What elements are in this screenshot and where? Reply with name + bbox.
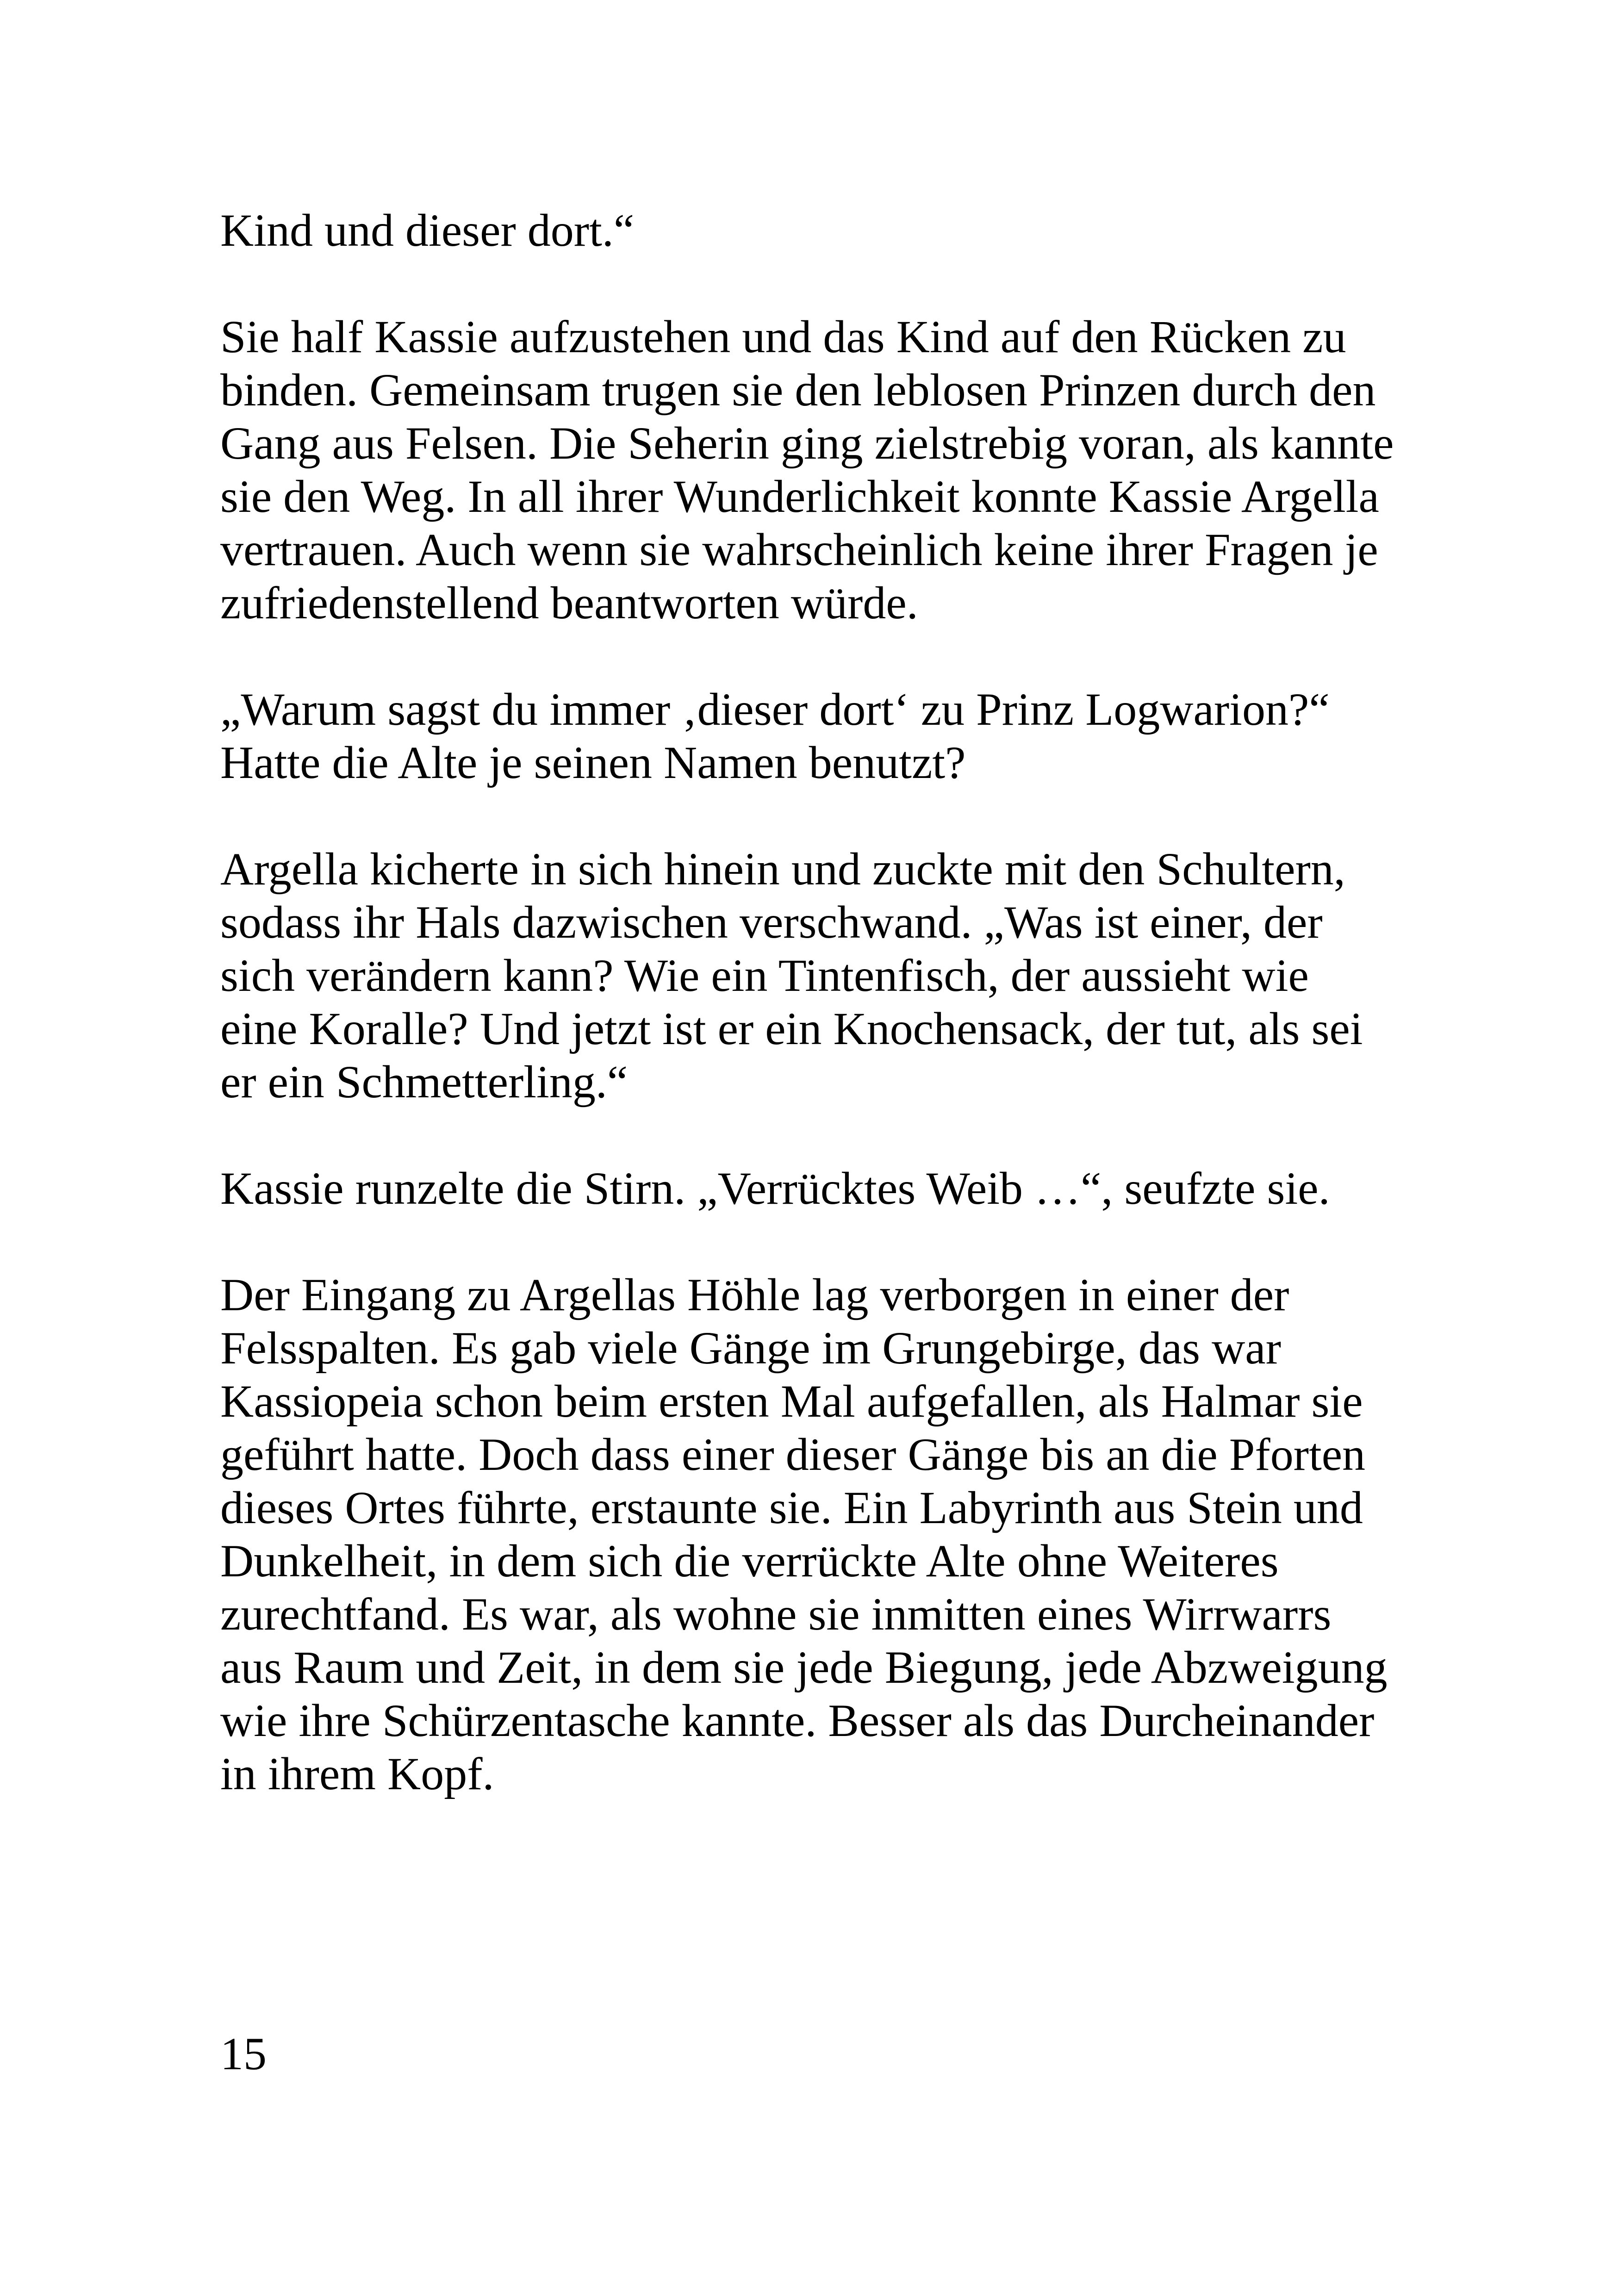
text-line: er ein Schmetterling.“ bbox=[220, 1056, 628, 1108]
text-line: in ihrem Kopf. bbox=[220, 1748, 494, 1799]
paragraph bbox=[220, 204, 1470, 257]
paragraph bbox=[220, 683, 1470, 789]
paragraph bbox=[220, 310, 1470, 629]
text-line: Kassie runzelte die Stirn. „Verrücktes Weib …“, seufzte sie. bbox=[220, 1163, 1330, 1214]
text-line: sich verändern kann? Wie ein Tintenfisch, der aussieht wie bbox=[220, 950, 1309, 1001]
text-line: Dunkelheit, in dem sich die verrückte Alte ohne Weiteres bbox=[220, 1535, 1279, 1587]
text-line: Kind und dieser dort.“ bbox=[220, 205, 635, 256]
paragraph bbox=[220, 1268, 1470, 1800]
text-line: dieses Ortes führte, erstaunte sie. Ein Labyrinth aus Stein und bbox=[220, 1482, 1363, 1533]
text-line: sodass ihr Hals dazwischen verschwand. „Was ist einer, der bbox=[220, 896, 1323, 948]
paragraph bbox=[220, 1162, 1470, 1215]
text-line: Der Eingang zu Argellas Höhle lag verborgen in einer der bbox=[220, 1269, 1289, 1320]
text-line: zurechtfand. Es war, als wohne sie inmitten eines Wirrwarrs bbox=[220, 1588, 1332, 1640]
text-line: vertrauen. Auch wenn sie wahrscheinlich keine ihrer Fragen je bbox=[220, 524, 1378, 575]
text-line: Sie half Kassie aufzustehen und das Kind auf den Rücken zu bbox=[220, 311, 1346, 362]
text-line: sie den Weg. In all ihrer Wunderlichkeit konnte Kassie Argella bbox=[220, 471, 1379, 522]
text-line: eine Koralle? Und jetzt ist er ein Knochensack, der tut, als sei bbox=[220, 1003, 1363, 1054]
text-line: Felsspalten. Es gab viele Gänge im Grungebirge, das war bbox=[220, 1322, 1281, 1374]
body-text bbox=[220, 204, 1470, 1854]
text-line: Kassiopeia schon beim ersten Mal aufgefallen, als Halmar sie bbox=[220, 1375, 1363, 1427]
text-line: binden. Gemeinsam trugen sie den leblosen Prinzen durch den bbox=[220, 364, 1376, 416]
text-line: wie ihre Schürzentasche kannte. Besser als das Durcheinander bbox=[220, 1695, 1375, 1746]
text-line: Argella kicherte in sich hinein und zuckte mit den Schultern, bbox=[220, 843, 1345, 895]
text-line: Gang aus Felsen. Die Seherin ging zielstrebig voran, als kannte bbox=[220, 417, 1394, 469]
text-line: aus Raum und Zeit, in dem sie jede Biegung, jede Abzweigung bbox=[220, 1642, 1388, 1693]
text-line: Hatte die Alte je seinen Namen benutzt? bbox=[220, 737, 966, 788]
text-line: zufriedenstellend beantworten würde. bbox=[220, 577, 918, 628]
text-line: „Warum sagst du immer ‚dieser dort‘ zu Prinz Logwarion?“ bbox=[220, 684, 1330, 735]
text-line: geführt hatte. Doch dass einer dieser Gänge bis an die Pforten bbox=[220, 1429, 1366, 1480]
page-number: 15 bbox=[220, 2028, 267, 2079]
paragraph bbox=[220, 842, 1470, 1108]
